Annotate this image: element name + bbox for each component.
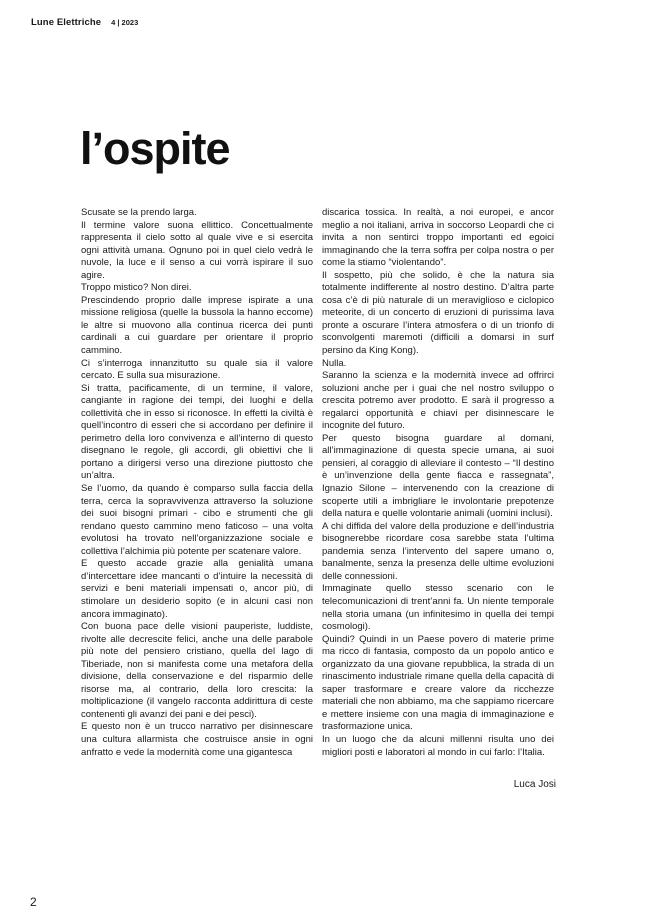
paragraph: Il sospetto, più che solido, è che la natura sia totalmente indifferente al nostro destino. D’altra parte cosa c’è di più naturale di un meraviglioso e ciclopico meteorite, di un concerto di eruzioni di purissima lava pronte a oscurare l’intera atmosfera o di un trionfo di sconvolgenti maremoti (difficili a domarsi in surf persino da King Kong).: [322, 269, 554, 357]
paragraph: E questo non è un trucco narrativo per disinnescare una cultura allarmista che costruisce ansie in ogni anfratto e vede la modernità come una gigantesca: [81, 721, 313, 758]
article-column-right: [322, 207, 554, 759]
running-header: [31, 17, 138, 28]
article-column-left: [81, 207, 313, 759]
author-signature: Luca Josi: [513, 779, 556, 790]
paragraph: Nulla.: [322, 357, 347, 369]
paragraph: Ci s’interroga innanzitutto su quale sia il valore cercato. E sulla sua misurazione.: [81, 357, 313, 382]
paragraph: Con buona pace delle visioni pauperiste, luddiste, rivolte alle decrescite felici, anche una delle parabole più note del pensiero cristiano, quella del lago di Tiberiade, non si manifesta come una metafora della divisione, della conservazione e del risparmio delle risorse ma, al contrario, della loro crescita: la moltiplicazione (il vangelo racconta addirittura di ceste contenenti gli avanzi dei pani e dei pesci).: [81, 621, 313, 720]
paragraph: Troppo mistico? Non direi.: [81, 282, 192, 294]
paragraph: In un luogo che da alcuni millenni risulta uno dei migliori posti e laboratori al mondo in cui farlo: l’Italia.: [322, 733, 554, 758]
page-number: 2: [30, 895, 37, 909]
paragraph: Si tratta, pacificamente, di un termine, il valore, cangiante in ragione dei tempi, dei luoghi e della collettività che in esso si riconosce. In effetti la civiltà è quell’incontro di esseri che si accordano per definire il perimetro della loro convivenza e all’interno di questo disegnano le regole, gli accordi, gli obiettivi che li portano a dirigersi verso una direzione piuttosto che un’altra.: [81, 382, 313, 482]
paragraph: Il termine valore suona ellittico. Concettualmente rappresenta il cielo sotto al quale vive e si esercita ogni attività umana. Ognuno poi in quel cielo vedrà le nuvole, la luce e il senso a cui vorrà ispirare il suo agire.: [81, 219, 313, 281]
paragraph: Prescindendo proprio dalle imprese ispirate a una missione religiosa (quelle la bussola la hanno eccome) le altre si muovono alla continua ricerca dei punti cardinali a cui guardare per orientare il proprio cammino.: [81, 294, 313, 357]
paragraph: Per questo bisogna guardare al domani, all’immaginazione di questa specie umana, ai suoi pensieri, al coraggio di alleviare il contesto – “Il destino è un’invenzione della gente fiacca e rassegnata”, Ignazio Silone – intervenendo con la creazione di scoperte utili a imbrigliare le involontarie prepotenze della natura e quelle volontarie animali (uomini inclusi).: [322, 432, 554, 520]
paragraph: Quindi? Quindi in un Paese povero di materie prime ma ricco di fantasia, composto da un popolo antico e organizzato da una giovane repubblica, la strada di un rinascimento industriale rimane quella della capacità di saper trasformare e creare valore da ricchezze materiali che non abbiamo, ma che sappiamo ricercare e mettere insieme con una magia di immaginazione e trasformazione unica.: [322, 633, 554, 733]
paragraph: Se l’uomo, da quando è comparso sulla faccia della terra, cerca la sopravvivenza attraverso la soluzione dei suoi bisogni primari - cibo e strumenti che gli rendano questo cammino meno faticoso – una volta evolutosi ha trovato nell’organizzazione sociale e collettiva l’alchimia più potente per scatenare valore.: [81, 483, 313, 557]
magazine-name: Lune Elettriche: [31, 17, 102, 28]
issue-number: 4 | 2023: [111, 18, 139, 27]
article-title: l’ospite: [80, 123, 230, 174]
paragraph: discarica tossica. In realtà, a noi europei, e ancor meglio a noi italiani, arriva in soccorso Leopardi che ci invita a non sentirci troppo importanti ed egoici immaginando che la terra soffra per colpa nostra o per come la stiamo “violentando”.: [322, 207, 554, 269]
paragraph: A chi diffida del valore della produzione e dell’industria bisognerebbe ricordare cosa sarebbe stata l’ultima pandemia senza l’intervento del sapere umano o, banalmente, senza la presenza delle ultime evoluzioni delle connessioni.: [322, 520, 554, 582]
paragraph: Scusate se la prendo larga.: [81, 207, 197, 218]
paragraph: Immaginate quello stesso scenario con le telecomunicazioni di trent’anni fa. Un niente temporale nella storia umana (un infinitesimo in quella dei tempi cosmologi).: [322, 583, 554, 633]
paragraph: E questo accade grazie alla genialità umana d’intercettare idee mancanti o d’intuire la necessità di servizi e beni materiali impensati o, ancor più, di stimolare un desiderio sopito (e in alcuni casi non ancora immaginato).: [81, 558, 313, 620]
paragraph: Saranno la scienza e la modernità invece ad offrirci soluzioni anche per i guai che nel nostro sviluppo o crescita potremo aver prodotto. E sarà il progresso a regalarci opportunità e chiavi per disinnescare le incognite del futuro.: [322, 370, 554, 432]
